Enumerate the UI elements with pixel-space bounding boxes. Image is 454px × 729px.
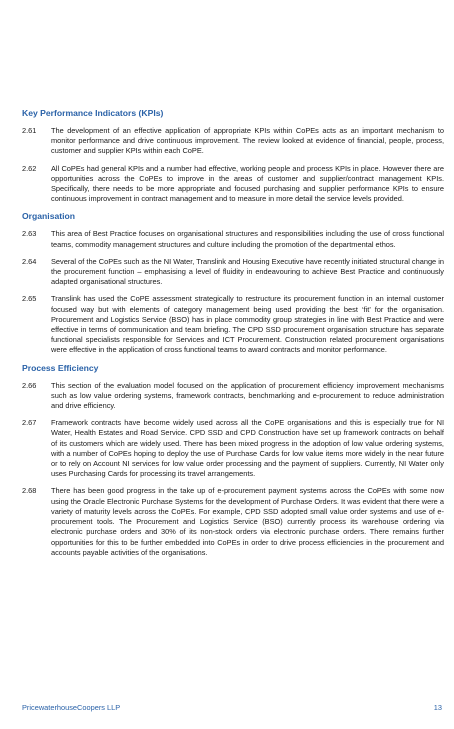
- paragraph-number: 2.66: [22, 380, 37, 390]
- paragraph-number: 2.61: [22, 126, 37, 135]
- section-organisation: [22, 211, 444, 355]
- paragraph: [22, 229, 444, 249]
- paragraph-text: There has been good progress in the take up of e-procurement payment systems across the CoPEs with some now using the Oracle Electronic Purchase Systems for the development of Purchase Orders. It was evident that there were a variety of maturity levels across the CoPEs. For example, CPD SSD adopted small value order systems and use of e-procurement tools. The Procurement and Logistics Service (BSO) currently process its warehouse ordering via electronic purchase orders and 30% of its non-stock orders via electronic purchase orders. There remains further opportunities for this to be further embedded into CoPEs in order to drive process efficiencies in the procurement and accounts payable activities of the organisations.: [51, 486, 444, 557]
- document-body: [22, 108, 444, 565]
- paragraph-number: 2.64: [22, 256, 37, 266]
- paragraph-text: Several of the CoPEs such as the NI Water, Translink and Housing Executive have recently initiated structural change in the procurement function – emphasising a level of fluidity in endeavouring to achieve Best Practice and continuously adapted organisational structures.: [51, 256, 444, 287]
- paragraph-text: This section of the evaluation model focused on the application of procurement efficiency improvement mechanisms such as low value ordering systems, framework contracts, benchmarking and e-procurement to reduce administration and drive efficiency.: [51, 380, 444, 411]
- paragraph-number: 2.68: [22, 486, 37, 496]
- footer-page-number: 13: [433, 703, 442, 712]
- paragraph: [22, 486, 444, 557]
- section-kpis: [22, 108, 444, 204]
- section-heading: Process Efficiency: [22, 362, 99, 373]
- paragraph: [22, 294, 444, 355]
- paragraph-text: This area of Best Practice focuses on organisational structures and responsibilities including the use of cross functional teams, commodity management structures and culture including the promotion of the departmental ethos.: [51, 229, 444, 249]
- paragraph-text: Framework contracts have become widely used across all the CoPE organisations and this is especially true for NI Water, Health Estates and Road Service. CPD SSD and CPD Construction have set up framework contracts on behalf of its customers which are widely used. There has been mixed progress in the adoption of low value ordering systems, with a number of CoPEs hoping to deploy the use of Purchase Cards for low value items more widely in the near future or to rely on Account NI services for low value order processing and the payment of suppliers. Currently, NI Water only uses Purchasing Cards for processing its travel arrangements.: [51, 418, 444, 479]
- section-process-efficiency: [22, 363, 444, 558]
- paragraph: [22, 418, 444, 479]
- paragraph-number: 2.62: [22, 163, 37, 173]
- paragraph-number: 2.63: [22, 229, 37, 239]
- paragraph: [22, 126, 444, 157]
- section-heading: Key Performance Indicators (KPIs): [22, 108, 164, 118]
- paragraph-number: 2.67: [22, 418, 37, 428]
- paragraph-text: Translink has used the CoPE assessment strategically to restructure its procurement function in an internal customer focused way but with elements of category management being used providing the best ‘fit’ for the organisation. Procurement and Logistics Service (BSO) has in place commodity group strategies in line with Best Practice and were effective in terms of communication and team briefing. The CPD SSD procurement organisation structure has separate functional specialists responsible for Services and ICT Procurement. Construction related procurement organisations were effective in the application of cross functional teams to award contracts and monitor performance.: [51, 294, 444, 355]
- paragraph-text: The development of an effective application of appropriate KPIs within CoPEs acts as an important mechanism to monitor performance and drive continuous improvement. The review looked at evidence of financial, people, process, customer and supplier KPIs within each CoPE.: [51, 126, 444, 156]
- paragraph: [22, 381, 444, 412]
- paragraph-number: 2.65: [22, 294, 37, 304]
- paragraph-text: All CoPEs had general KPIs and a number had effective, working people and process KPIs in place. However there are opportunities across the CoPEs to improve in the areas of customer and supplier/contract management KPIs. Specifically, there needs to be more appropriate and focused purchasing and supplier performance KPIs to ensure continuous improvement in contract management and to measure in more detail the service levels provided.: [51, 163, 444, 204]
- section-heading: Organisation: [22, 211, 76, 222]
- paragraph: [22, 164, 444, 205]
- paragraph: [22, 257, 444, 288]
- footer-company: PricewaterhouseCoopers LLP: [22, 703, 121, 712]
